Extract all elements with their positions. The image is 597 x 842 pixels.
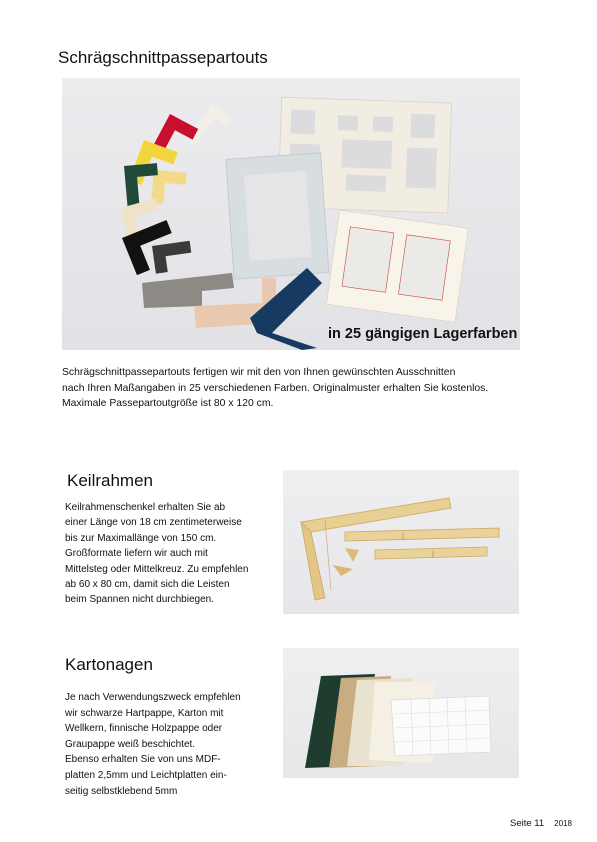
keilrahmen-description (65, 500, 275, 608)
text-line: bis zur Maximallänge von 150 cm. (65, 532, 217, 544)
page-footer (510, 818, 572, 829)
text-line: Schrägschnittpassepartouts fertigen wir mit den von Ihnen gewünschten Ausschnitten (62, 367, 456, 378)
text-line: einer Länge von 18 cm zentimeterweise (65, 517, 242, 529)
wooden-bars (301, 498, 499, 600)
passepartout-photo (62, 78, 520, 350)
board-stack (305, 674, 491, 768)
text-line: Mittelsteg oder Mittelkreuz. Zu empfehlen (65, 563, 249, 575)
text-line: wir schwarze Hartpappe, Karton mit (65, 707, 224, 719)
stretcher-bars-photo (283, 470, 519, 614)
text-line: Je nach Verwendungszweck empfehlen (65, 692, 241, 703)
section-title-keilrahmen: Keilrahmen (67, 471, 153, 490)
kartonagen-description (65, 690, 275, 799)
section-title-passepartouts: Schrägschnittpassepartouts (58, 48, 268, 67)
text-line: nach Ihren Maßangaben in 25 verschiedenen Farben. Originalmuster erhalten Sie kostenlos. (62, 382, 489, 394)
text-line: beim Spannen nicht durchbiegen. (65, 594, 214, 606)
page-number: Seite 11 (510, 818, 545, 829)
text-line: Graupappe weiß beschichtet. (65, 738, 196, 750)
stretcher-bars-illustration (283, 470, 519, 614)
grey-single-mat (226, 153, 329, 279)
text-line: Maximale Passepartoutgröße ist 80 x 120 cm. (62, 398, 274, 410)
text-line: Wellkern, finnische Holzpappe oder (65, 723, 223, 735)
text-line: ab 60 x 80 cm, damit sich die Leisten (65, 579, 230, 591)
text-line: platten 2,5mm und Leichtplatten ein- (65, 769, 227, 781)
passepartout-description (62, 365, 542, 412)
text-line: Großformate liefern wir auch mit (65, 548, 208, 560)
text-line: seitig selbstklebend 5mm (65, 785, 178, 797)
passepartout-illustration (62, 78, 520, 350)
double-window-mat (326, 210, 468, 322)
text-line: Ebenso erhalten Sie von uns MDF- (65, 754, 221, 766)
text-line: Keilrahmenschenkel erhalten Sie ab (65, 502, 226, 513)
cardboard-photo (283, 648, 519, 778)
section-title-kartonagen: Kartonagen (65, 655, 153, 674)
photo-caption: in 25 gängigen Lagerfarben (328, 326, 518, 342)
cardboard-illustration (283, 648, 519, 778)
footer-year: 2018 (554, 819, 572, 828)
